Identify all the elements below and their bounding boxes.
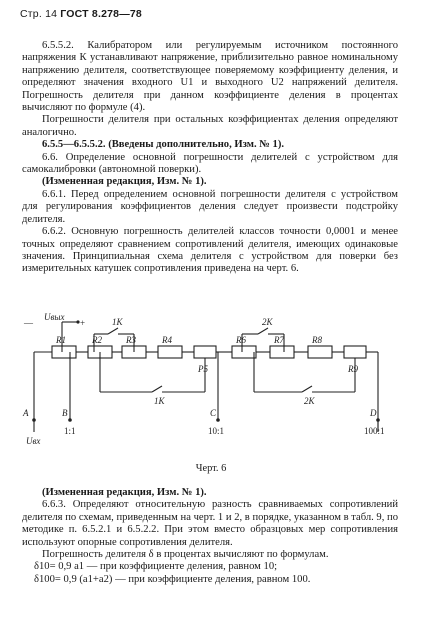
paragraph-6-6-2: 6.6.2. Основную погрешность делителей классов точности 0,0001 и менее точных определяют сравнением сопротивлений делителя, имеющих одинаковые значения. Принципиальная схема делителя с устройством для поверки без измерительных катушек сопротивления приведена на черт. 6. [22,226,398,275]
fig-r4: R4 [162,335,172,345]
fig-r8: R8 [312,335,322,345]
paragraph-revision-1: (Измененная редакция, Изм. № 1). [42,176,207,188]
page-header [20,8,142,20]
fig-1k-top: 1К [112,317,123,327]
fig-terminal-c: C [210,408,217,418]
fig-r1: R1 [56,335,66,345]
standard-code: ГОСТ 8.278—78 [60,8,142,20]
fig-r7: R7 [274,335,284,345]
upper-text [22,40,398,276]
figure-caption: Черт. 6 [195,463,227,474]
fig-r9: R9 [348,364,358,374]
fig-p5: P5 [198,364,208,374]
fig-2k-top: 2К [262,317,273,327]
paragraph-formulas-intro: Погрешность делителя δ в процентах вычисляют по формулам. [42,549,329,561]
divider-schematic [22,312,402,462]
paragraph-revision-2: (Измененная редакция, Изм. № 1). [42,487,207,498]
paragraph-6-6: 6.6. Определение основной погрешности делителей с устройством для самокалибровки (автономной поверки). [22,151,398,176]
paragraph-introduced: 6.5.5—6.5.5.2. (Введены дополнительно, Изм. № 1). [42,139,285,151]
paragraph-other-ratios: Погрешности делителя при остальных коэффициентах деления определяют аналогично. [22,114,398,138]
fig-terminal-d: D [370,408,377,418]
fig-1k-bottom: 1К [154,396,165,406]
fig-terminal-a: A [23,408,29,418]
page-number: Стр. 14 [20,8,58,20]
fig-r2: R2 [92,335,102,345]
fig-2k-bottom: 2К [304,396,315,406]
paragraph-6-5-5-2: 6.5.5.2. Калибратором или регулируемым источником постоянного напряжения К устанавливают напряжение, приблизительно равное номинальному напряжению делителя, соответствующее поверяемому коэффициенту деления, и определяют значения входного U1 и выходного U2 напряжений делителя. Погрешность делителя при данном коэффициенте деления в процентах вычисляют по формуле (4). [22,40,398,114]
fig-r3: R3 [126,335,136,345]
fig-output-label: Uвых [44,312,65,322]
fig-ratio-10: 10:1 [208,426,225,436]
fig-terminal-b: B [62,408,68,418]
formula-delta-100: δ100= 0,9 (a1+a2) — при коэффициенте деления, равном 100. [34,573,311,585]
fig-input-label: Uвх [26,436,41,446]
fig-r6: R6 [236,335,246,345]
paragraph-6-6-1: 6.6.1. Перед определением основной погрешности делителя с устройством для регулирования коэффициентов деления следует произвести подстройку делителя. [22,188,398,225]
fig-ratio-100: 100:1 [364,426,385,436]
fig-plus: + [80,318,86,328]
formula-delta-10: δ10= 0,9 a1 — при коэффициенте деления, равном 10; [34,561,278,573]
fig-ratio-1: 1:1 [64,426,76,436]
lower-text [22,487,398,586]
fig-minus: — [24,318,33,328]
paragraph-6-6-3: 6.6.3. Определяют относительную разность сравниваемых сопротивлений делителя по схемам, приведенным на черт. 1 и 2, в порядке, указанном в табл. 9, по методике п. 6.5.2.1 и 6.5.2.2. При этом вместо образцовых мер сопротивления используют опорные сопротивления делителя. [22,499,398,548]
